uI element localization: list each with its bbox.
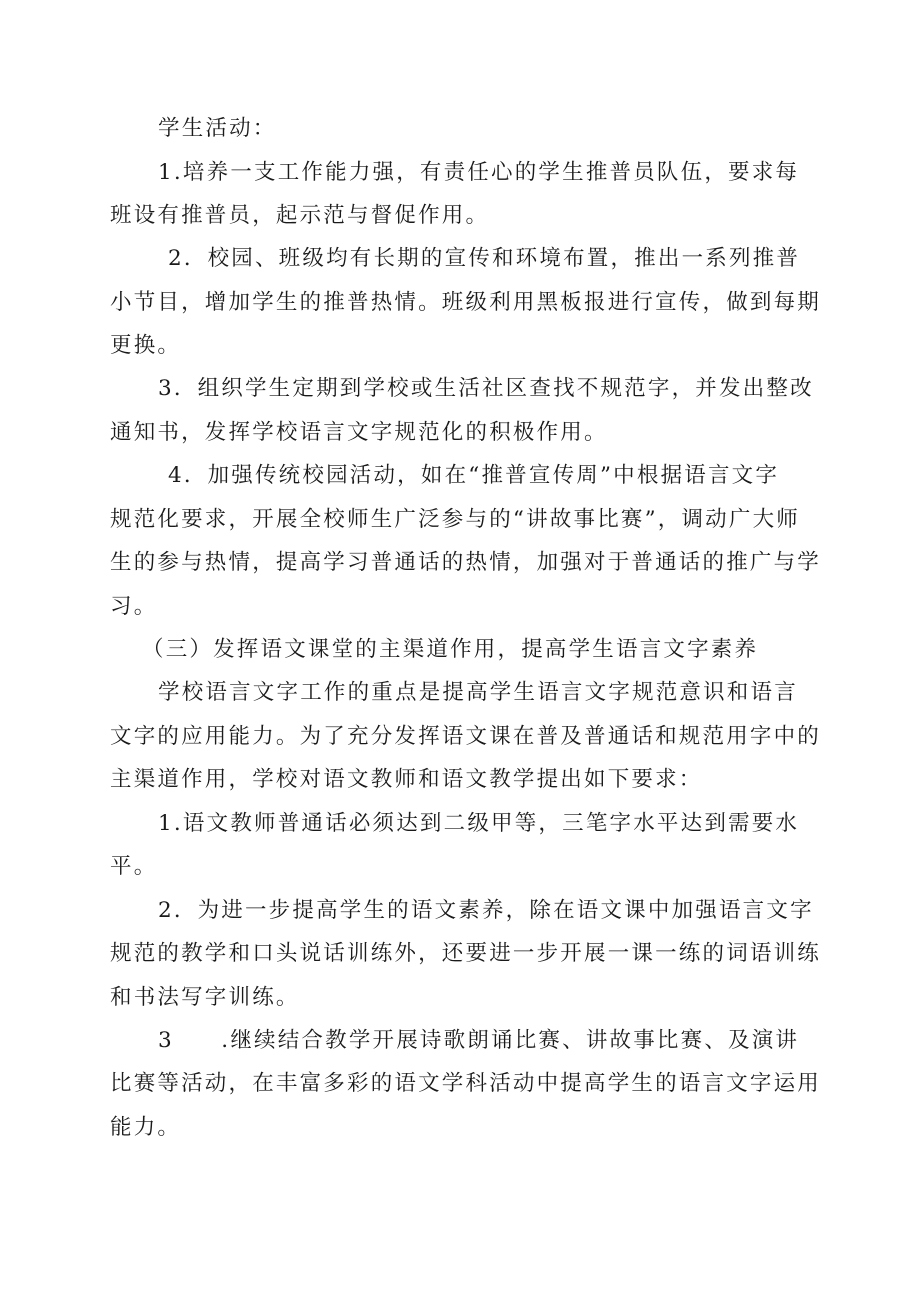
text-line: 文字的应用能力。为了充分发挥语文课在普及普通话和规范用字中的 <box>110 724 822 749</box>
text-line: 班设有推普员，起示范与督促作用。 <box>110 203 490 228</box>
text-line: 更换。 <box>110 333 182 358</box>
text-line: 4．加强传统校园活动，如在“推普宣传周”中根据语言文字 <box>168 463 780 488</box>
text-line: 习。 <box>110 594 158 619</box>
text-line: 3．组织学生定期到学校或生活社区查找不规范字，并发出整改 <box>158 376 814 401</box>
text-line: 比赛等活动，在丰富多彩的语文学科活动中提高学生的语言文字运用 <box>110 1071 822 1096</box>
text-line: 能力。 <box>110 1115 182 1140</box>
text-line: 通知书，发挥学校语言文字规范化的积极作用。 <box>110 420 608 445</box>
text-line: 主渠道作用，学校对语文教师和语文教学提出如下要求： <box>110 767 703 792</box>
text-line: 和书法写字训练。 <box>110 985 300 1010</box>
text-line: 学校语言文字工作的重点是提高学生语言文字规范意识和语言 <box>158 680 798 705</box>
text-line: 3 .继续结合教学开展诗歌朗诵比赛、讲故事比赛、及演讲 <box>158 1028 800 1053</box>
text-line: 1.培养一支工作能力强，有责任心的学生推普员队伍，要求每 <box>158 160 800 185</box>
text-line: 小节目，增加学生的推普热情。班级利用黑板报进行宣传，做到每期 <box>110 290 822 315</box>
text-line: 平。 <box>110 854 158 879</box>
section-heading: （三）发挥语文课堂的主渠道作用，提高学生语言文字素养 <box>142 637 759 662</box>
text-line: 2．校园、班级均有长期的宣传和环境布置，推出一系列推普 <box>168 246 801 271</box>
text-line: 2．为进一步提高学生的语文素养，除在语文课中加强语言文字 <box>158 898 814 923</box>
text-line: 规范的教学和口头说话训练外，还要进一步开展一课一练的词语训练 <box>110 941 822 966</box>
text-line: 规范化要求，开展全校师生广泛参与的“讲故事比赛”，调动广大师 <box>110 507 800 532</box>
paragraph-heading-student-activities: 学生活动： <box>158 116 277 141</box>
text-line: 生的参与热情，提高学习普通话的热情，加强对于普通话的推广与学 <box>110 550 822 575</box>
text-line: 1.语文教师普通话必须达到二级甲等，三笔字水平达到需要水 <box>158 811 800 836</box>
